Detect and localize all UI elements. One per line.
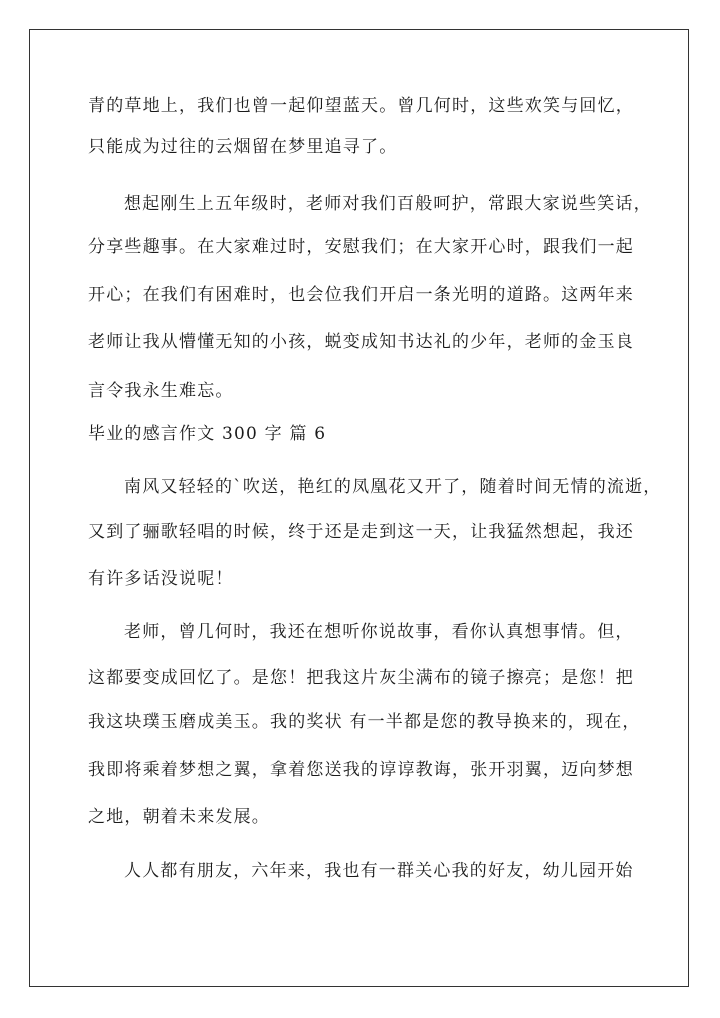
text-line: 青的草地上，我们也曾一起仰望蓝天。曾几何时，这些欢笑与回忆，: [88, 96, 634, 116]
page-border: [29, 29, 689, 987]
text-line: 我这块璞玉磨成美玉。我的奖状 有一半都是您的教导换来的，现在，: [88, 712, 641, 732]
text-line: 老师让我从懵懂无知的小孩，蜕变成知书达礼的少年，老师的金玉良: [88, 332, 634, 352]
text-line: 之地，朝着未来发展。: [88, 807, 270, 827]
text-line: 南风又轻轻的`吹送，艳红的凤凰花又开了，随着时间无情的流逝，: [124, 477, 662, 497]
text-line: 有许多话没说呢！: [88, 569, 234, 589]
section-heading: 毕业的感言作文 300 字 篇 6: [88, 424, 327, 444]
text-line: 我即将乘着梦想之翼，拿着您送我的谆谆教诲，张开羽翼，迈向梦想: [88, 760, 634, 780]
text-line: 想起刚生上五年级时，老师对我们百般呵护，常跟大家说些笑话，: [124, 194, 652, 214]
text-line: 分享些趣事。在大家难过时，安慰我们；在大家开心时，跟我们一起: [88, 237, 634, 257]
text-line: 开心；在我们有困难时，也会位我们开启一条光明的道路。这两年来: [88, 285, 634, 305]
text-line: 只能成为过往的云烟留在梦里追寻了。: [88, 137, 398, 157]
text-line: 人人都有朋友，六年来，我也有一群关心我的好友，幼儿园开始: [124, 861, 634, 881]
text-line: 言令我永生难忘。: [88, 381, 234, 401]
text-line: 又到了骊歌轻唱的时候，终于还是走到这一天，让我猛然想起，我还: [88, 522, 634, 542]
text-line: 老师，曾几何时，我还在想听你说故事，看你认真想事情。但，: [124, 622, 634, 642]
text-line: 这都要变成回忆了。是您！把我这片灰尘满布的镜子擦亮；是您！把: [88, 668, 634, 688]
